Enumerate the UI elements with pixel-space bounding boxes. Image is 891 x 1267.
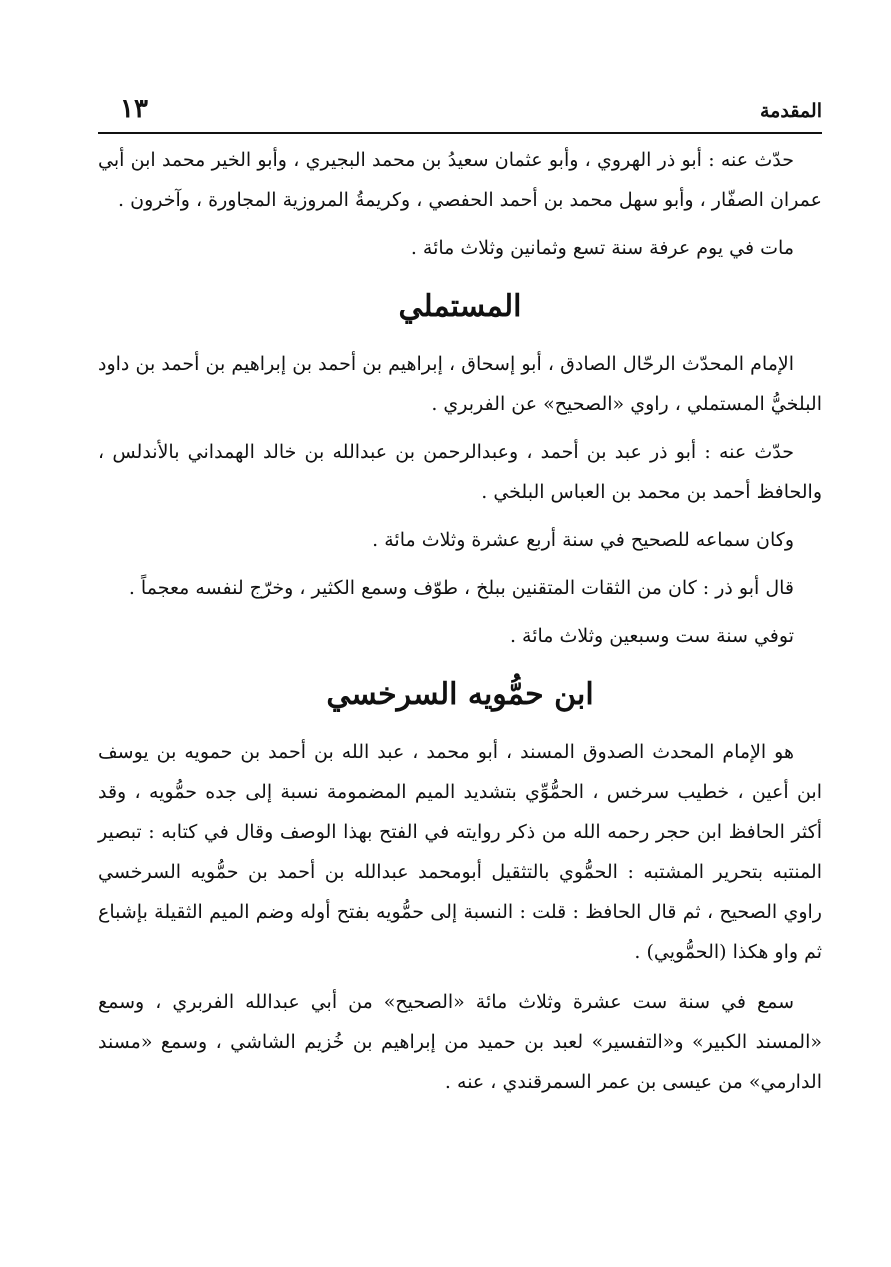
paragraph-mustamli-abu-dharr: قال أبو ذر : كان من الثقات المتقنين ببلخ ، طوّف وسمع الكثير ، وخرّج لنفسه معجماً . (128, 577, 794, 599)
paragraph-mustamli-hearing: وكان سماعه للصحيح في سنة أربع عشرة وثلاث مائة . (372, 529, 794, 551)
paragraph-mustamli-students: حدّث عنه : أبو ذر عبد بن أحمد ، وعبدالرحمن بن عبدالله بن خالد الهمداني بالأندلس ، والحافظ أحمد بن محمد بن العباس البلخي . (98, 441, 822, 503)
page-number: ١٣ (120, 94, 148, 124)
section-heading-ibn-hamawayh: ابن حمُّويه السرخسي (326, 677, 594, 712)
paragraph-students-of-previous-narrator: حدّث عنه : أبو ذر الهروي ، وأبو عثمان سعيدُ بن محمد البجيري ، وأبو الخير محمد ابن أبي عمران الصفّار ، وأبو سهل محمد بن أحمد الحفصي ، وكريمةُ المروزية المجاورة ، وآخرون . (98, 149, 822, 211)
paragraph-ibn-hamawayh-hearing: سمع في سنة ست عشرة وثلاث مائة «الصحيح» من أبي عبدالله الفربري ، وسمع «المسند الكبير» و«التفسير» لعبد بن حميد من إبراهيم بن خُزيم الشاشي ، وسمع «مسند الدارمي» من عيسى بن عمر السمرقندي ، عنه . (98, 991, 822, 1093)
page-body (98, 140, 822, 1102)
section-heading-mustamli: المستملي (398, 289, 522, 324)
running-header-title: المقدمة (759, 100, 822, 122)
paragraph-ibn-hamawayh-bio: هو الإمام المحدث الصدوق المسند ، أبو محمد ، عبد الله بن أحمد بن حمويه بن يوسف ابن أعين ، خطيب سرخس ، الحمُّوِّي بتشديد الميم المضمومة نسبة إلى جده حمُّويه ، وقد أكثر الحافظ ابن حجر رحمه الله من ذكر روايته في الفتح بهذا الوصف وقال في كتابه : تبصير المنتبه بتحرير المشتبه : الحمُّوي بالتثقيل أبومحمد عبدالله بن أحمد بن حمُّويه السرخسي راوي الصحيح ، ثم قال الحافظ : قلت : النسبة إلى حمُّويه بفتح أوله وضم الميم الثقيلة بإشباع ثم واو هكذا (الحمُّويي) . (98, 741, 822, 963)
paragraph-death-of-previous-narrator: مات في يوم عرفة سنة تسع وثمانين وثلاث مائة . (410, 237, 794, 259)
paragraph-mustamli-bio: الإمام المحدّث الرحّال الصادق ، أبو إسحاق ، إبراهيم بن أحمد بن إبراهيم بن أحمد بن داود البلخيُّ المستملي ، راوي «الصحيح» عن الفربري . (98, 353, 822, 415)
running-header (98, 92, 822, 134)
paragraph-mustamli-death: توفي سنة ست وسبعين وثلاث مائة . (509, 625, 794, 647)
